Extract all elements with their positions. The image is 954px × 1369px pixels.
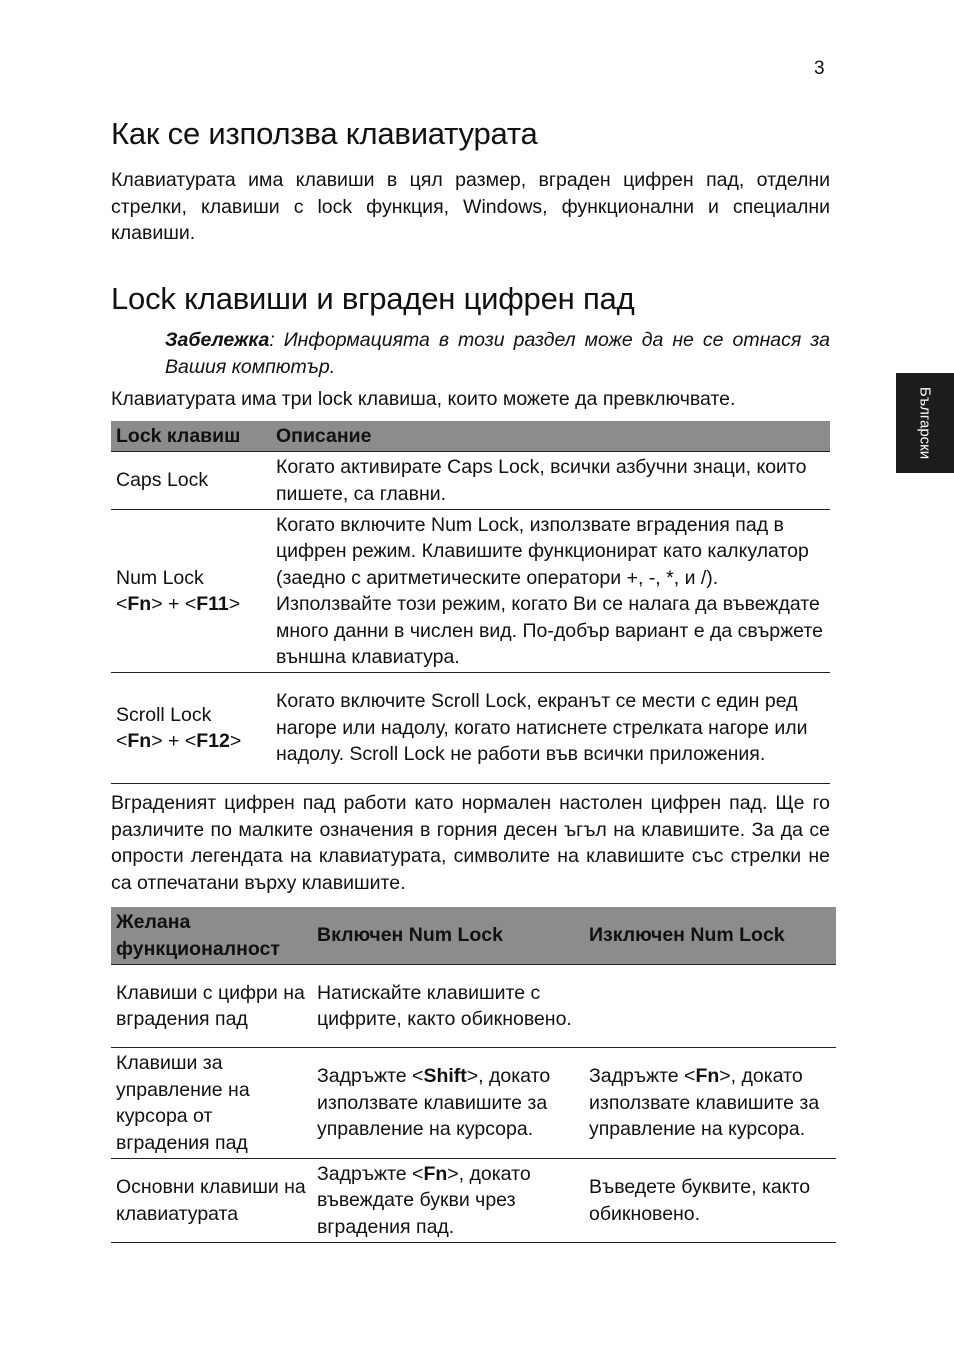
lock-key-name: Scroll Lock [116, 703, 212, 726]
lock-key-description: Когато активирате Caps Lock, всички азбучни знаци, които пишете, са главни. [271, 452, 830, 510]
table-row [111, 1159, 836, 1243]
section-title-keyboard: Как се използва клавиатурата [111, 116, 538, 151]
column-header-lock-key: Lock клавиш [111, 421, 271, 452]
lock-key-cell: Num Lock <Fn> + <F11> [111, 510, 271, 673]
lock-keys-intro: Клавиатурата има три lock клавиша, които можете да превключвате. [111, 388, 736, 410]
key-shift: Shift [423, 1065, 467, 1088]
column-header-description: Описание [271, 421, 830, 452]
key-f11: F11 [196, 593, 229, 615]
key-fn: Fn [127, 593, 152, 615]
numlock-off-cell [584, 965, 836, 1048]
page-number: 3 [814, 58, 825, 79]
column-header-numlock-off: Изключен Num Lock [584, 907, 836, 965]
lock-key-name: Num Lock [116, 566, 204, 589]
function-cell: Основни клавиши на клавиатурата [111, 1159, 312, 1243]
numlock-on-cell [312, 1048, 584, 1159]
column-header-function: Желана функционалност [111, 907, 312, 965]
numlock-off-cell [584, 1048, 836, 1159]
keyboard-intro-text: Клавиатурата има клавиши в цял размер, вграден цифрен пад, отделни стрелки, клавиши с lock функция, Windows, функционални и специални клавиши. [111, 169, 830, 244]
column-header-numlock-on: Включен Num Lock [312, 907, 584, 965]
table-row [111, 510, 830, 673]
language-side-tab [896, 373, 954, 473]
language-tab-label: Български [916, 386, 934, 460]
lock-key-description: Когато включите Num Lock, използвате вградения пад в цифрен режим. Клавишите функционират като калкулатор (заедно с аритметическите оператори +, -, *, и /). Използвайте този режим, когато Ви се налага да въвеждате много данни в числен вид. По-добър вариант е да свържете външна клавиатура. [271, 510, 830, 673]
table-row [111, 673, 830, 784]
lock-key-name: Caps Lock [111, 452, 271, 510]
note [165, 327, 830, 380]
key-fn: Fn [423, 1162, 448, 1185]
key-fn: Fn [127, 730, 152, 752]
cell-text: Задръжте < [317, 1065, 424, 1088]
lock-key-cell: Scroll Lock <Fn> + <F12> [111, 673, 271, 784]
table-row [111, 965, 836, 1048]
table-header-row [111, 421, 830, 452]
numpad-table [111, 907, 836, 1243]
cell-text: Задръжте < [589, 1065, 696, 1088]
table-header-row [111, 907, 836, 965]
numlock-on-cell [312, 1159, 584, 1243]
function-cell: Клавиши с цифри на вградения пад [111, 965, 312, 1048]
embedded-numpad-text: Вграденият цифрен пад работи като нормален настолен цифрен пад. Ще го различите по малките означения в горния десен ъгъл на клавишите. За да се опрости легендата на клавиатурата, символите на клавишите със стрелки не са отпечатани върху клавишите. [111, 792, 830, 894]
table-row [111, 452, 830, 510]
note-label: Забележка [165, 329, 270, 351]
cell-text: Задръжте < [317, 1162, 424, 1185]
cell-text: >, докато използвате клавишите за управление на курсора. [589, 1065, 820, 1141]
note-text: : Информацията в този раздел може да не се отнася за Вашия компютър. [165, 329, 830, 378]
function-cell: Клавиши за управление на курсора от вградения пад [111, 1048, 312, 1159]
table-row [111, 1048, 836, 1159]
cell-text: >, докато въвеждате букви чрез вградения пад. [317, 1162, 531, 1238]
lock-key-description: Когато включите Scroll Lock, екранът се мести с един ред нагоре или надолу, когато натиснете стрелката нагоре или надолу. Scroll Lock не работи във всички приложения. [271, 673, 830, 784]
section-title-lock-keys: Lock клавиши и вграден цифрен пад [111, 281, 635, 316]
lock-keys-table [111, 421, 830, 784]
numlock-off-cell: Въведете буквите, както обикновено. [584, 1159, 836, 1243]
key-fn: Fn [695, 1065, 720, 1088]
cell-text: >, докато използвате клавишите за управление на курсора. [317, 1065, 551, 1141]
key-f12: F12 [196, 730, 230, 752]
numlock-on-cell: Натискайте клавишите с цифрите, както обикновено. [312, 965, 584, 1048]
